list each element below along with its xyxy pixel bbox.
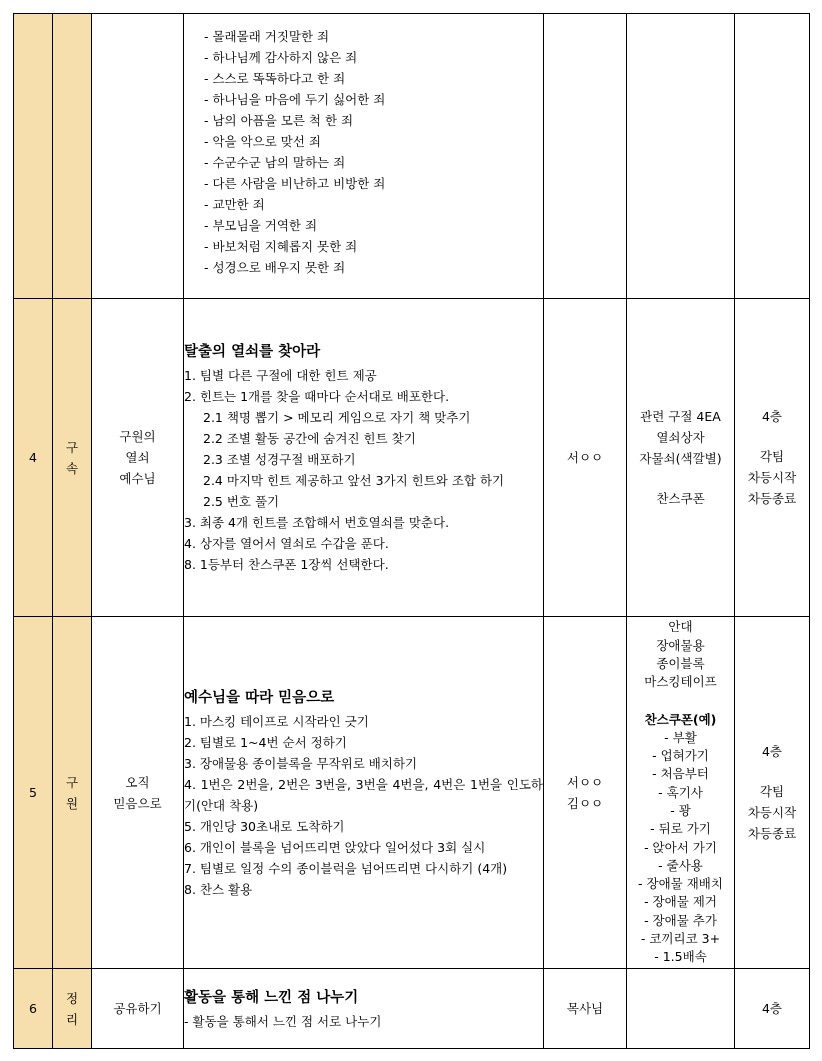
materials-cell [627,969,735,1049]
stage-char: 원 [65,795,79,811]
activity-name-line: 믿음으로 [113,795,162,811]
instruction-line: 3. 장애물용 종이블록을 무작위로 배치하기 [184,755,418,771]
stage-char: 리 [65,1011,79,1027]
activity-name-line: 구원의 [119,429,156,444]
row-number-cell [14,14,53,299]
place-cell [735,617,810,969]
instruction-line: 6. 개인이 블록을 넘어뜨리면 앉았다 일어섰다 3회 실시 [184,839,486,855]
coupon-item: - 혹기사 [658,784,703,800]
activity-cell [92,617,184,969]
coupon-item: - 장애물 제거 [644,894,717,910]
material-item: 마스킹테이프 [644,674,717,690]
materials-cell [627,14,735,299]
place-cell [735,14,810,299]
coupon-item: - 부활 [664,729,697,745]
instruction-subline: 2.5 번호 풀기 [203,494,280,509]
sin-list-item: - 다른 사람을 비난하고 비방한 죄 [204,176,386,191]
coupon-item: - 처음부터 [652,766,709,782]
instruction-line: 1. 마스킹 테이프로 시작라인 긋기 [184,713,369,729]
place-cell [735,299,810,617]
instruction-line: 4. 1번은 2번을, 2번은 3번을, 3번을 4번을, 4번은 1번을 인도하기(안대 착용) [184,776,543,813]
materials-cell [627,617,735,969]
instruction-line: 7. 팀별로 일정 수의 종이블럭을 넘어뜨리면 다시하기 (4개) [184,860,508,876]
material-item: 자물쇠(색깔별) [639,451,722,466]
activity-name-line: 공유하기 [113,1001,162,1016]
place-text: 차등종료 [747,491,797,506]
stage-char: 구 [65,439,79,455]
content-cell [184,969,544,1049]
place-text: 4층 [761,1001,783,1016]
material-item: 장애물용 [656,637,705,653]
stage-cell [53,299,92,617]
sin-list-item: - 바보처럼 지혜롭지 못한 죄 [204,239,358,254]
table-row-4 [14,299,810,617]
sin-list-item: - 하나님을 마음에 두기 싫어한 죄 [204,92,386,107]
activity-name-line: 예수님 [119,471,156,486]
material-item: 관련 구절 4EA [640,409,721,424]
instruction-line: 5. 개인당 30초내로 도착하기 [184,818,345,834]
leader-cell [544,299,627,617]
activity-title: 활동을 통해 느낀 점 나누기 [184,989,359,1006]
coupon-item: - 뒤로 가기 [650,821,711,837]
place-text: 4층 [761,744,783,759]
coupon-item: - 꽝 [670,803,691,818]
table-row-6 [14,969,810,1049]
content-cell [184,299,544,617]
sin-list-item: - 하나님께 감사하지 않은 죄 [204,50,358,65]
material-item: 열쇠상자 [656,430,705,445]
material-spacer [627,692,734,711]
sin-list-item: - 남의 아픔을 모른 척 한 죄 [204,113,354,128]
instruction-line: 1. 팀별 다른 구절에 대한 힌트 제공 [184,368,377,383]
activity-title: 예수님을 따라 믿음으로 [184,689,335,706]
coupon-item: - 줄사용 [658,857,703,873]
coupon-item: - 장애물 추가 [644,912,717,928]
stage-char: 정 [65,990,79,1006]
content-cell [184,617,544,969]
leader-name: 목사님 [566,1001,604,1016]
leader-cell [544,969,627,1049]
sin-list-item: - 스스로 똑똑하다고 한 죄 [204,71,346,86]
leader-cell [544,14,627,299]
content-cell [184,14,544,299]
place-text: 4층 [761,409,783,424]
material-item: 안대 [668,619,693,635]
instruction-line: - 활동을 통해서 느낀 점 서로 나누기 [184,1013,382,1029]
stage-char: 속 [65,460,79,476]
leader-name: 김ㅇㅇ [566,795,604,811]
place-spacer [735,762,809,781]
table-row-continuation [14,14,810,299]
row-number: 5 [14,617,53,969]
place-text: 차등종료 [747,826,797,841]
instruction-line: 8. 찬스 활용 [184,881,253,897]
activity-name-line: 열쇠 [125,450,150,465]
lesson-plan-table [13,13,810,1049]
instruction-line: 3. 최종 4개 힌트를 조합해서 번호열쇠를 맞춘다. [184,515,450,530]
leader-name: 서ㅇㅇ [566,450,604,465]
row-number: 6 [14,969,53,1049]
row-number: 4 [14,299,53,617]
instruction-subline: 2.4 마지막 힌트 제공하고 앞선 3가지 힌트와 조합 하기 [203,473,505,488]
instruction-subline: 2.2 조별 활동 공간에 숨겨진 힌트 찾기 [203,431,416,446]
sin-list-item: - 악을 악으로 맞선 죄 [204,134,322,149]
leader-cell [544,617,627,969]
stage-cell [53,14,92,299]
sin-list-item: - 몰래몰래 거짓말한 죄 [204,29,330,44]
place-text: 차등시작 [747,805,797,820]
coupon-item: - 앉아서 가기 [644,839,717,855]
instruction-line: 2. 팀별로 1~4번 순서 정하기 [184,734,347,750]
coupon-item: - 장애물 재배치 [638,876,723,892]
materials-cell [627,299,735,617]
material-item: 종이블록 [656,655,705,671]
place-spacer [735,427,809,446]
activity-cell [92,969,184,1049]
stage-cell [53,617,92,969]
place-cell [735,969,810,1049]
instruction-subline: 2.1 책명 뽑기 > 메모리 게임으로 자기 책 맞추기 [203,410,471,425]
sin-list-item: - 교만한 죄 [204,197,265,212]
coupon-item: - 업혀가기 [652,748,709,764]
activity-cell [92,299,184,617]
place-text: 각팀 [759,449,785,464]
coupon-item: - 코끼리코 3+ [640,931,721,947]
activity-name-line: 오직 [125,774,150,790]
activity-title: 탈출의 열쇠를 찾아라 [184,344,321,360]
coupon-item: - 1.5배속 [654,949,707,965]
activity-cell [92,14,184,299]
stage-cell [53,969,92,1049]
place-text: 각팀 [759,784,785,799]
instruction-subline: 2.3 조별 성경구절 배포하기 [203,452,356,467]
sin-list-item: - 성경으로 배우지 못한 죄 [204,260,346,275]
stage-char: 구 [65,774,79,790]
material-item: 찬스쿠폰 [656,491,705,506]
sin-list-item: - 부모님을 거역한 죄 [204,218,318,233]
material-spacer [627,469,734,488]
place-text: 차등시작 [747,470,797,485]
coupon-title: 찬스쿠폰(예) [644,711,717,727]
instruction-line: 2. 힌트는 1개를 찾을 때마다 순서대로 배포한다. [184,389,450,404]
sin-list-item: - 수군수군 남의 말하는 죄 [204,155,346,170]
instruction-line: 8. 1등부터 찬스쿠폰 1장씩 선택한다. [184,557,389,572]
leader-name: 서ㅇㅇ [566,774,604,790]
table-row-5 [14,617,810,969]
instruction-line: 4. 상자를 열어서 열쇠로 수갑을 푼다. [184,536,389,551]
